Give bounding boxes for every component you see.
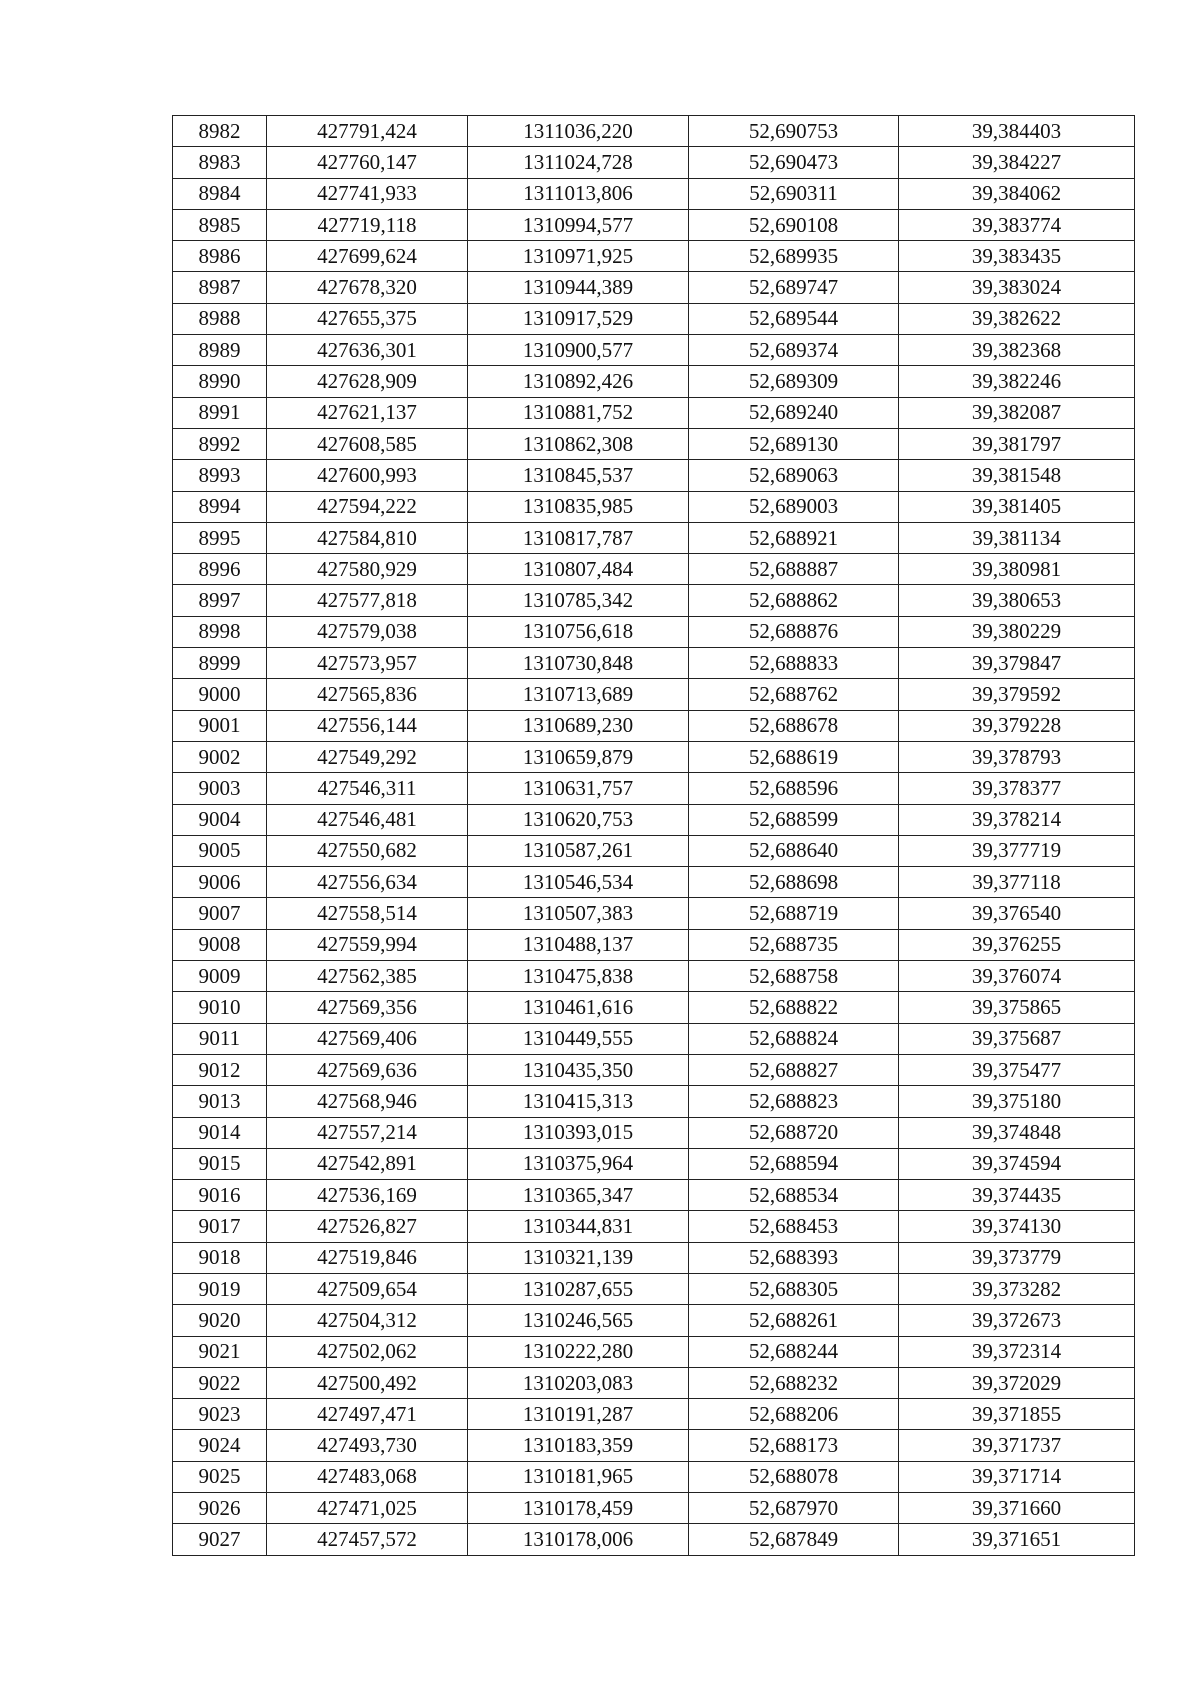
x-coordinate-cell: 427497,471 [267,1399,468,1430]
longitude-cell: 39,378377 [899,773,1135,804]
y-coordinate-cell: 1310507,383 [468,898,689,929]
y-coordinate-cell: 1310900,577 [468,335,689,366]
y-coordinate-cell: 1310203,083 [468,1367,689,1398]
point-number-cell: 9004 [173,804,267,835]
point-number-cell: 8989 [173,335,267,366]
latitude-cell: 52,688599 [689,804,899,835]
longitude-cell: 39,381405 [899,491,1135,522]
latitude-cell: 52,689935 [689,241,899,272]
table-row [173,585,1135,616]
point-number-cell: 8996 [173,554,267,585]
x-coordinate-cell: 427546,481 [267,804,468,835]
point-number-cell: 9024 [173,1430,267,1461]
table-row [173,272,1135,303]
x-coordinate-cell: 427504,312 [267,1305,468,1336]
point-number-cell: 9003 [173,773,267,804]
x-coordinate-cell: 427569,636 [267,1054,468,1085]
point-number-cell: 8992 [173,428,267,459]
table-row [173,522,1135,553]
point-number-cell: 8983 [173,147,267,178]
latitude-cell: 52,688887 [689,554,899,585]
y-coordinate-cell: 1310246,565 [468,1305,689,1336]
latitude-cell: 52,688619 [689,741,899,772]
table-row [173,116,1135,147]
y-coordinate-cell: 1310222,280 [468,1336,689,1367]
longitude-cell: 39,377118 [899,867,1135,898]
y-coordinate-cell: 1310862,308 [468,428,689,459]
table-row [173,1117,1135,1148]
x-coordinate-cell: 427550,682 [267,835,468,866]
x-coordinate-cell: 427502,062 [267,1336,468,1367]
longitude-cell: 39,384403 [899,116,1135,147]
table-row [173,898,1135,929]
table-row [173,1054,1135,1085]
longitude-cell: 39,374594 [899,1148,1135,1179]
y-coordinate-cell: 1310191,287 [468,1399,689,1430]
latitude-cell: 52,687849 [689,1524,899,1555]
table-row [173,303,1135,334]
latitude-cell: 52,687970 [689,1493,899,1524]
table-row [173,835,1135,866]
x-coordinate-cell: 427500,492 [267,1367,468,1398]
point-number-cell: 9022 [173,1367,267,1398]
point-number-cell: 8999 [173,648,267,679]
y-coordinate-cell: 1311024,728 [468,147,689,178]
latitude-cell: 52,688833 [689,648,899,679]
table-row [173,460,1135,491]
x-coordinate-cell: 427636,301 [267,335,468,366]
y-coordinate-cell: 1310287,655 [468,1273,689,1304]
latitude-cell: 52,690753 [689,116,899,147]
point-number-cell: 8990 [173,366,267,397]
point-number-cell: 9023 [173,1399,267,1430]
y-coordinate-cell: 1310713,689 [468,679,689,710]
table-row [173,491,1135,522]
y-coordinate-cell: 1310785,342 [468,585,689,616]
y-coordinate-cell: 1310449,555 [468,1023,689,1054]
latitude-cell: 52,688678 [689,710,899,741]
longitude-cell: 39,384227 [899,147,1135,178]
x-coordinate-cell: 427471,025 [267,1493,468,1524]
longitude-cell: 39,375477 [899,1054,1135,1085]
table-row [173,178,1135,209]
x-coordinate-cell: 427536,169 [267,1180,468,1211]
latitude-cell: 52,688921 [689,522,899,553]
y-coordinate-cell: 1310845,537 [468,460,689,491]
table-row [173,1211,1135,1242]
latitude-cell: 52,688762 [689,679,899,710]
x-coordinate-cell: 427549,292 [267,741,468,772]
longitude-cell: 39,371660 [899,1493,1135,1524]
table-row [173,1493,1135,1524]
y-coordinate-cell: 1310892,426 [468,366,689,397]
longitude-cell: 39,375687 [899,1023,1135,1054]
table-row [173,1273,1135,1304]
table-row [173,1399,1135,1430]
longitude-cell: 39,380653 [899,585,1135,616]
longitude-cell: 39,381548 [899,460,1135,491]
x-coordinate-cell: 427760,147 [267,147,468,178]
point-number-cell: 8997 [173,585,267,616]
table-row [173,804,1135,835]
table-row [173,209,1135,240]
point-number-cell: 9018 [173,1242,267,1273]
point-number-cell: 9006 [173,867,267,898]
latitude-cell: 52,688827 [689,1054,899,1085]
longitude-cell: 39,373779 [899,1242,1135,1273]
point-number-cell: 8991 [173,397,267,428]
longitude-cell: 39,372029 [899,1367,1135,1398]
x-coordinate-cell: 427699,624 [267,241,468,272]
point-number-cell: 9005 [173,835,267,866]
latitude-cell: 52,688173 [689,1430,899,1461]
latitude-cell: 52,690473 [689,147,899,178]
x-coordinate-cell: 427546,311 [267,773,468,804]
latitude-cell: 52,689544 [689,303,899,334]
table-row [173,679,1135,710]
latitude-cell: 52,688232 [689,1367,899,1398]
point-number-cell: 9013 [173,1086,267,1117]
longitude-cell: 39,384062 [899,178,1135,209]
point-number-cell: 8987 [173,272,267,303]
point-number-cell: 9015 [173,1148,267,1179]
longitude-cell: 39,376255 [899,929,1135,960]
longitude-cell: 39,377719 [899,835,1135,866]
latitude-cell: 52,689309 [689,366,899,397]
point-number-cell: 8988 [173,303,267,334]
longitude-cell: 39,371714 [899,1461,1135,1492]
point-number-cell: 9014 [173,1117,267,1148]
table-row [173,867,1135,898]
longitude-cell: 39,383435 [899,241,1135,272]
table-row [173,1524,1135,1555]
y-coordinate-cell: 1310178,459 [468,1493,689,1524]
latitude-cell: 52,689003 [689,491,899,522]
point-number-cell: 8995 [173,522,267,553]
y-coordinate-cell: 1310631,757 [468,773,689,804]
latitude-cell: 52,688393 [689,1242,899,1273]
y-coordinate-cell: 1310620,753 [468,804,689,835]
x-coordinate-cell: 427556,144 [267,710,468,741]
x-coordinate-cell: 427542,891 [267,1148,468,1179]
latitude-cell: 52,688698 [689,867,899,898]
longitude-cell: 39,371737 [899,1430,1135,1461]
y-coordinate-cell: 1310881,752 [468,397,689,428]
table-row [173,773,1135,804]
point-number-cell: 9010 [173,992,267,1023]
longitude-cell: 39,380229 [899,616,1135,647]
longitude-cell: 39,378214 [899,804,1135,835]
point-number-cell: 9027 [173,1524,267,1555]
y-coordinate-cell: 1310756,618 [468,616,689,647]
latitude-cell: 52,689374 [689,335,899,366]
longitude-cell: 39,371651 [899,1524,1135,1555]
y-coordinate-cell: 1310181,965 [468,1461,689,1492]
longitude-cell: 39,381797 [899,428,1135,459]
point-number-cell: 9011 [173,1023,267,1054]
point-number-cell: 9009 [173,961,267,992]
latitude-cell: 52,688078 [689,1461,899,1492]
longitude-cell: 39,376540 [899,898,1135,929]
x-coordinate-cell: 427579,038 [267,616,468,647]
table-row [173,1367,1135,1398]
table-row [173,1242,1135,1273]
latitude-cell: 52,688261 [689,1305,899,1336]
latitude-cell: 52,689130 [689,428,899,459]
latitude-cell: 52,688876 [689,616,899,647]
x-coordinate-cell: 427628,909 [267,366,468,397]
latitude-cell: 52,688824 [689,1023,899,1054]
table-row [173,1086,1135,1117]
y-coordinate-cell: 1311013,806 [468,178,689,209]
x-coordinate-cell: 427791,424 [267,116,468,147]
latitude-cell: 52,689240 [689,397,899,428]
point-number-cell: 8982 [173,116,267,147]
table-row [173,929,1135,960]
x-coordinate-cell: 427569,356 [267,992,468,1023]
point-number-cell: 9021 [173,1336,267,1367]
x-coordinate-cell: 427655,375 [267,303,468,334]
latitude-cell: 52,688305 [689,1273,899,1304]
longitude-cell: 39,380981 [899,554,1135,585]
point-number-cell: 9026 [173,1493,267,1524]
longitude-cell: 39,381134 [899,522,1135,553]
point-number-cell: 8985 [173,209,267,240]
latitude-cell: 52,689747 [689,272,899,303]
longitude-cell: 39,372673 [899,1305,1135,1336]
longitude-cell: 39,382622 [899,303,1135,334]
y-coordinate-cell: 1310365,347 [468,1180,689,1211]
longitude-cell: 39,378793 [899,741,1135,772]
latitude-cell: 52,690108 [689,209,899,240]
x-coordinate-cell: 427568,946 [267,1086,468,1117]
longitude-cell: 39,383774 [899,209,1135,240]
y-coordinate-cell: 1310461,616 [468,992,689,1023]
longitude-cell: 39,382087 [899,397,1135,428]
x-coordinate-cell: 427569,406 [267,1023,468,1054]
y-coordinate-cell: 1310475,838 [468,961,689,992]
latitude-cell: 52,688596 [689,773,899,804]
point-number-cell: 9012 [173,1054,267,1085]
table-row [173,1148,1135,1179]
x-coordinate-cell: 427573,957 [267,648,468,679]
latitude-cell: 52,688822 [689,992,899,1023]
y-coordinate-cell: 1310917,529 [468,303,689,334]
longitude-cell: 39,379592 [899,679,1135,710]
table-row [173,241,1135,272]
x-coordinate-cell: 427594,222 [267,491,468,522]
y-coordinate-cell: 1310344,831 [468,1211,689,1242]
point-number-cell: 9017 [173,1211,267,1242]
x-coordinate-cell: 427741,933 [267,178,468,209]
table-row [173,961,1135,992]
table-row [173,648,1135,679]
longitude-cell: 39,372314 [899,1336,1135,1367]
table-row [173,335,1135,366]
latitude-cell: 52,688758 [689,961,899,992]
y-coordinate-cell: 1310817,787 [468,522,689,553]
table-row [173,741,1135,772]
longitude-cell: 39,373282 [899,1273,1135,1304]
y-coordinate-cell: 1310183,359 [468,1430,689,1461]
latitude-cell: 52,689063 [689,460,899,491]
x-coordinate-cell: 427559,994 [267,929,468,960]
table-row [173,1336,1135,1367]
table-row [173,1305,1135,1336]
coordinates-table [172,115,1135,1556]
y-coordinate-cell: 1310178,006 [468,1524,689,1555]
x-coordinate-cell: 427493,730 [267,1430,468,1461]
point-number-cell: 9020 [173,1305,267,1336]
table-row [173,1461,1135,1492]
table-row [173,428,1135,459]
x-coordinate-cell: 427577,818 [267,585,468,616]
longitude-cell: 39,375180 [899,1086,1135,1117]
latitude-cell: 52,688594 [689,1148,899,1179]
table-row [173,1180,1135,1211]
table-row [173,554,1135,585]
x-coordinate-cell: 427556,634 [267,867,468,898]
point-number-cell: 8986 [173,241,267,272]
x-coordinate-cell: 427526,827 [267,1211,468,1242]
latitude-cell: 52,688719 [689,898,899,929]
x-coordinate-cell: 427600,993 [267,460,468,491]
point-number-cell: 9007 [173,898,267,929]
latitude-cell: 52,688720 [689,1117,899,1148]
x-coordinate-cell: 427580,929 [267,554,468,585]
coordinates-table-body [173,116,1135,1556]
longitude-cell: 39,382246 [899,366,1135,397]
point-number-cell: 9001 [173,710,267,741]
latitude-cell: 52,688823 [689,1086,899,1117]
y-coordinate-cell: 1310393,015 [468,1117,689,1148]
y-coordinate-cell: 1310435,350 [468,1054,689,1085]
longitude-cell: 39,382368 [899,335,1135,366]
longitude-cell: 39,374848 [899,1117,1135,1148]
y-coordinate-cell: 1310659,879 [468,741,689,772]
point-number-cell: 9016 [173,1180,267,1211]
x-coordinate-cell: 427565,836 [267,679,468,710]
y-coordinate-cell: 1310807,484 [468,554,689,585]
table-row [173,616,1135,647]
y-coordinate-cell: 1310730,848 [468,648,689,679]
y-coordinate-cell: 1311036,220 [468,116,689,147]
y-coordinate-cell: 1310835,985 [468,491,689,522]
table-row [173,366,1135,397]
latitude-cell: 52,690311 [689,178,899,209]
y-coordinate-cell: 1310994,577 [468,209,689,240]
latitude-cell: 52,688735 [689,929,899,960]
longitude-cell: 39,375865 [899,992,1135,1023]
x-coordinate-cell: 427519,846 [267,1242,468,1273]
table-row [173,1430,1135,1461]
x-coordinate-cell: 427608,585 [267,428,468,459]
table-row [173,710,1135,741]
longitude-cell: 39,379228 [899,710,1135,741]
longitude-cell: 39,379847 [899,648,1135,679]
longitude-cell: 39,371855 [899,1399,1135,1430]
point-number-cell: 9000 [173,679,267,710]
x-coordinate-cell: 427621,137 [267,397,468,428]
latitude-cell: 52,688244 [689,1336,899,1367]
table-row [173,147,1135,178]
x-coordinate-cell: 427562,385 [267,961,468,992]
point-number-cell: 9025 [173,1461,267,1492]
x-coordinate-cell: 427557,214 [267,1117,468,1148]
x-coordinate-cell: 427719,118 [267,209,468,240]
y-coordinate-cell: 1310375,964 [468,1148,689,1179]
y-coordinate-cell: 1310321,139 [468,1242,689,1273]
y-coordinate-cell: 1310944,389 [468,272,689,303]
latitude-cell: 52,688534 [689,1180,899,1211]
point-number-cell: 8994 [173,491,267,522]
point-number-cell: 8984 [173,178,267,209]
table-row [173,397,1135,428]
x-coordinate-cell: 427483,068 [267,1461,468,1492]
y-coordinate-cell: 1310415,313 [468,1086,689,1117]
x-coordinate-cell: 427558,514 [267,898,468,929]
table-row [173,1023,1135,1054]
y-coordinate-cell: 1310689,230 [468,710,689,741]
latitude-cell: 52,688862 [689,585,899,616]
table-row [173,992,1135,1023]
longitude-cell: 39,374130 [899,1211,1135,1242]
point-number-cell: 9008 [173,929,267,960]
longitude-cell: 39,383024 [899,272,1135,303]
latitude-cell: 52,688206 [689,1399,899,1430]
point-number-cell: 8993 [173,460,267,491]
point-number-cell: 9019 [173,1273,267,1304]
x-coordinate-cell: 427678,320 [267,272,468,303]
latitude-cell: 52,688453 [689,1211,899,1242]
x-coordinate-cell: 427584,810 [267,522,468,553]
longitude-cell: 39,374435 [899,1180,1135,1211]
y-coordinate-cell: 1310971,925 [468,241,689,272]
point-number-cell: 8998 [173,616,267,647]
longitude-cell: 39,376074 [899,961,1135,992]
x-coordinate-cell: 427457,572 [267,1524,468,1555]
y-coordinate-cell: 1310587,261 [468,835,689,866]
x-coordinate-cell: 427509,654 [267,1273,468,1304]
point-number-cell: 9002 [173,741,267,772]
y-coordinate-cell: 1310546,534 [468,867,689,898]
y-coordinate-cell: 1310488,137 [468,929,689,960]
latitude-cell: 52,688640 [689,835,899,866]
